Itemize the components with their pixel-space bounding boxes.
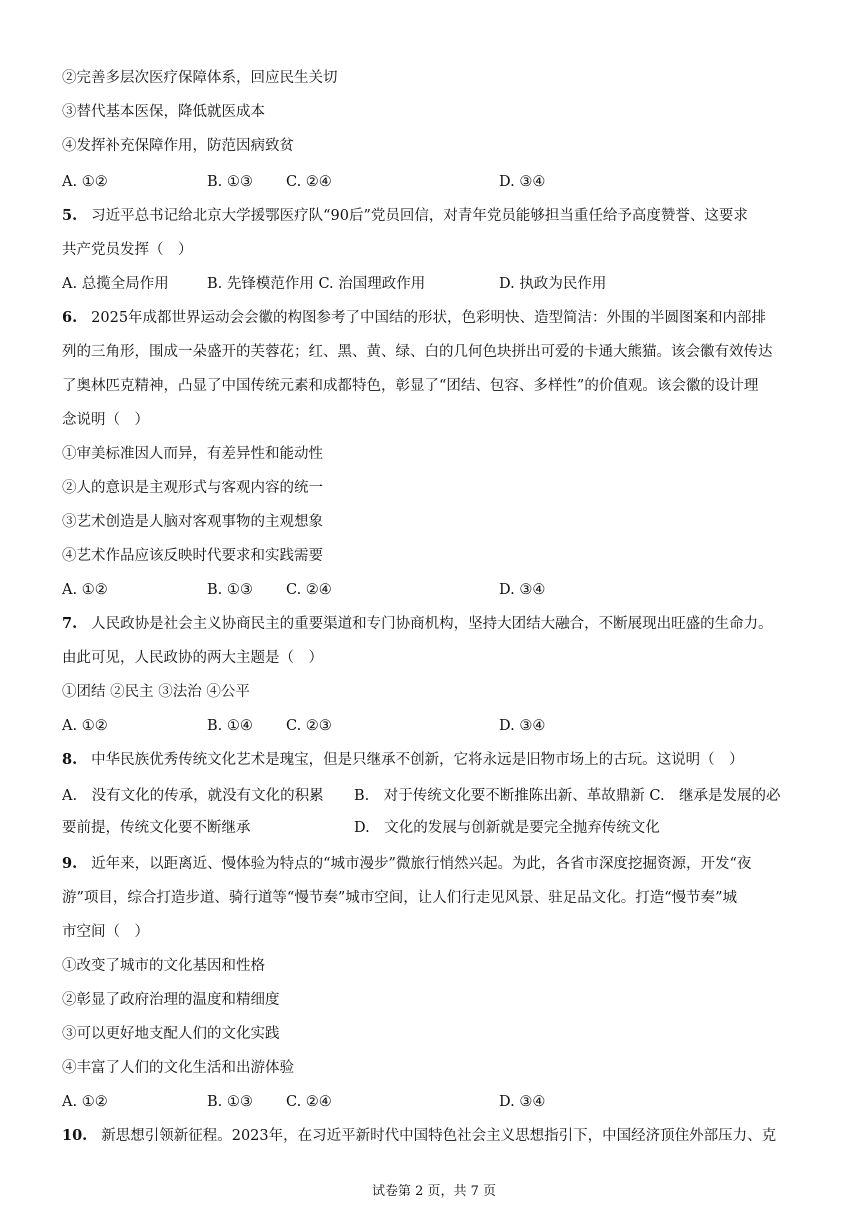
q5-stem-line-2: 共产党员发挥（ ） [62, 242, 193, 258]
q9-item-4: ④丰富了人们的文化生活和出游体验 [62, 1060, 294, 1076]
q6-stem-line-4: 念说明（ ） [62, 412, 149, 428]
q5-option-d: D. 执政为民作用 [499, 276, 607, 292]
q6-stem-line-1 [62, 308, 766, 328]
q8-options-line-2 [62, 818, 822, 838]
q5-stem-text-1: 习近平总书记给北京大学援鄂医疗队“90后”党员回信，对青年党员能够担当重任给予高度赞誉、这要求 [91, 208, 748, 224]
q6-item-2: ②人的意识是主观形式与客观内容的统一 [62, 480, 323, 496]
q8-option-b-c: B. 对于传统文化要不断推陈出新、革故鼎新 C. 继承是发展的必 [354, 788, 781, 804]
q4-option-a: A. ①② [62, 174, 108, 190]
q6-stem-line-2: 列的三角形，围成一朵盛开的芙蓉花；红、黑、黄、绿、白的几何色块拼出可爱的卡通大熊猫。该会徽有效传达 [62, 344, 773, 360]
q8-option-a: A. 没有文化的传承，就没有文化的积累 [62, 788, 324, 804]
q9-number: 9. [62, 855, 78, 872]
q8-stem-text-1: 中华民族优秀传统文化艺术是瑰宝，但是只继承不创新，它将永远是旧物市场上的古玩。这说明（ ） [91, 752, 744, 768]
q10-number: 10. [62, 1127, 88, 1144]
q5-number: 5. [62, 207, 78, 224]
q8-options-line-1 [62, 786, 822, 806]
q7-option-c: C. ②③ [286, 718, 332, 734]
q8-number: 8. [62, 751, 78, 768]
q7-option-a: A. ①② [62, 718, 108, 734]
q6-number: 6. [62, 309, 78, 326]
page-footer: 试卷第 2 页，共 7 页 [371, 1184, 497, 1199]
q6-option-c: C. ②④ [286, 582, 332, 598]
q9-stem-line-1 [62, 854, 751, 874]
q4-option-c: C. ②④ [286, 174, 332, 190]
q7-stem-text-1: 人民政协是社会主义协商民主的重要渠道和专门协商机构，坚持大团结大融合，不断展现出旺盛的生命力。 [91, 616, 773, 632]
q4-item-2: ②完善多层次医疗保障体系，回应民生关切 [62, 70, 338, 86]
q6-stem-line-3: 了奥林匹克精神，凸显了中国传统元素和成都特色，彰显了“团结、包容、多样性”的价值观。该会徽的设计理 [62, 378, 759, 394]
q6-stem-text-1: 2025年成都世界运动会会徽的构图参考了中国结的形状，色彩明快、造型简洁：外围的半圆图案和内部排 [91, 310, 767, 326]
q4-options [62, 172, 822, 192]
q7-options [62, 716, 822, 736]
q10-stem-text-1: 新思想引领新征程。2023年，在习近平新时代中国特色社会主义思想指引下，中国经济顶住外部压力、克 [101, 1128, 777, 1144]
q9-option-d: D. ③④ [499, 1094, 546, 1110]
q7-option-d: D. ③④ [499, 718, 546, 734]
q6-options [62, 580, 822, 600]
q9-item-2: ②彰显了政府治理的温度和精细度 [62, 992, 280, 1008]
q9-item-3: ③可以更好地支配人们的文化实践 [62, 1026, 280, 1042]
q4-item-3: ③替代基本医保，降低就医成本 [62, 104, 265, 120]
q6-option-a: A. ①② [62, 582, 108, 598]
q9-option-a: A. ①② [62, 1094, 108, 1110]
q9-item-1: ①改变了城市的文化基因和性格 [62, 958, 265, 974]
q7-stem-line-2: 由此可见，人民政协的两大主题是（ ） [62, 650, 323, 666]
q7-number: 7. [62, 615, 78, 632]
q9-option-c: C. ②④ [286, 1094, 332, 1110]
q6-item-4: ④艺术作品应该反映时代要求和实践需要 [62, 548, 323, 564]
q4-option-d: D. ③④ [499, 174, 546, 190]
q6-option-d: D. ③④ [499, 582, 546, 598]
q9-stem-text-1: 近年来，以距离近、慢体验为特点的“城市漫步”微旅行悄然兴起。为此，各省市深度挖掘资源，开发“夜 [91, 856, 752, 872]
q9-options [62, 1092, 822, 1112]
q4-option-b: B. ①③ [207, 174, 253, 190]
q5-options [62, 274, 822, 294]
q5-option-b-c: B. 先锋模范作用 C. 治国理政作用 [207, 276, 426, 292]
q5-option-a: A. 总揽全局作用 [62, 276, 169, 292]
q7-option-b: B. ①④ [207, 718, 253, 734]
q8-option-c-cont: 要前提，传统文化要不断继承 [62, 820, 251, 836]
q9-stem-line-2: 游”项目，综合打造步道、骑行道等“慢节奏”城市空间，让人们行走见风景、驻足品文化。打造“慢节奏”城 [62, 890, 738, 906]
q8-option-d: D. 文化的发展与创新就是要完全抛弃传统文化 [354, 820, 660, 836]
q7-item-list: ①团结 ②民主 ③法治 ④公平 [62, 684, 250, 700]
q6-item-1: ①审美标准因人而异，有差异性和能动性 [62, 446, 323, 462]
q7-stem-line-1 [62, 614, 773, 634]
q9-stem-line-3: 市空间（ ） [62, 924, 149, 940]
q9-option-b: B. ①③ [207, 1094, 253, 1110]
q6-item-3: ③艺术创造是人脑对客观事物的主观想象 [62, 514, 323, 530]
q6-option-b: B. ①③ [207, 582, 253, 598]
q10-stem-line-1 [62, 1126, 776, 1146]
q8-stem-line-1 [62, 750, 744, 770]
q4-item-4: ④发挥补充保障作用，防范因病致贫 [62, 138, 294, 154]
q5-stem-line-1 [62, 206, 748, 226]
